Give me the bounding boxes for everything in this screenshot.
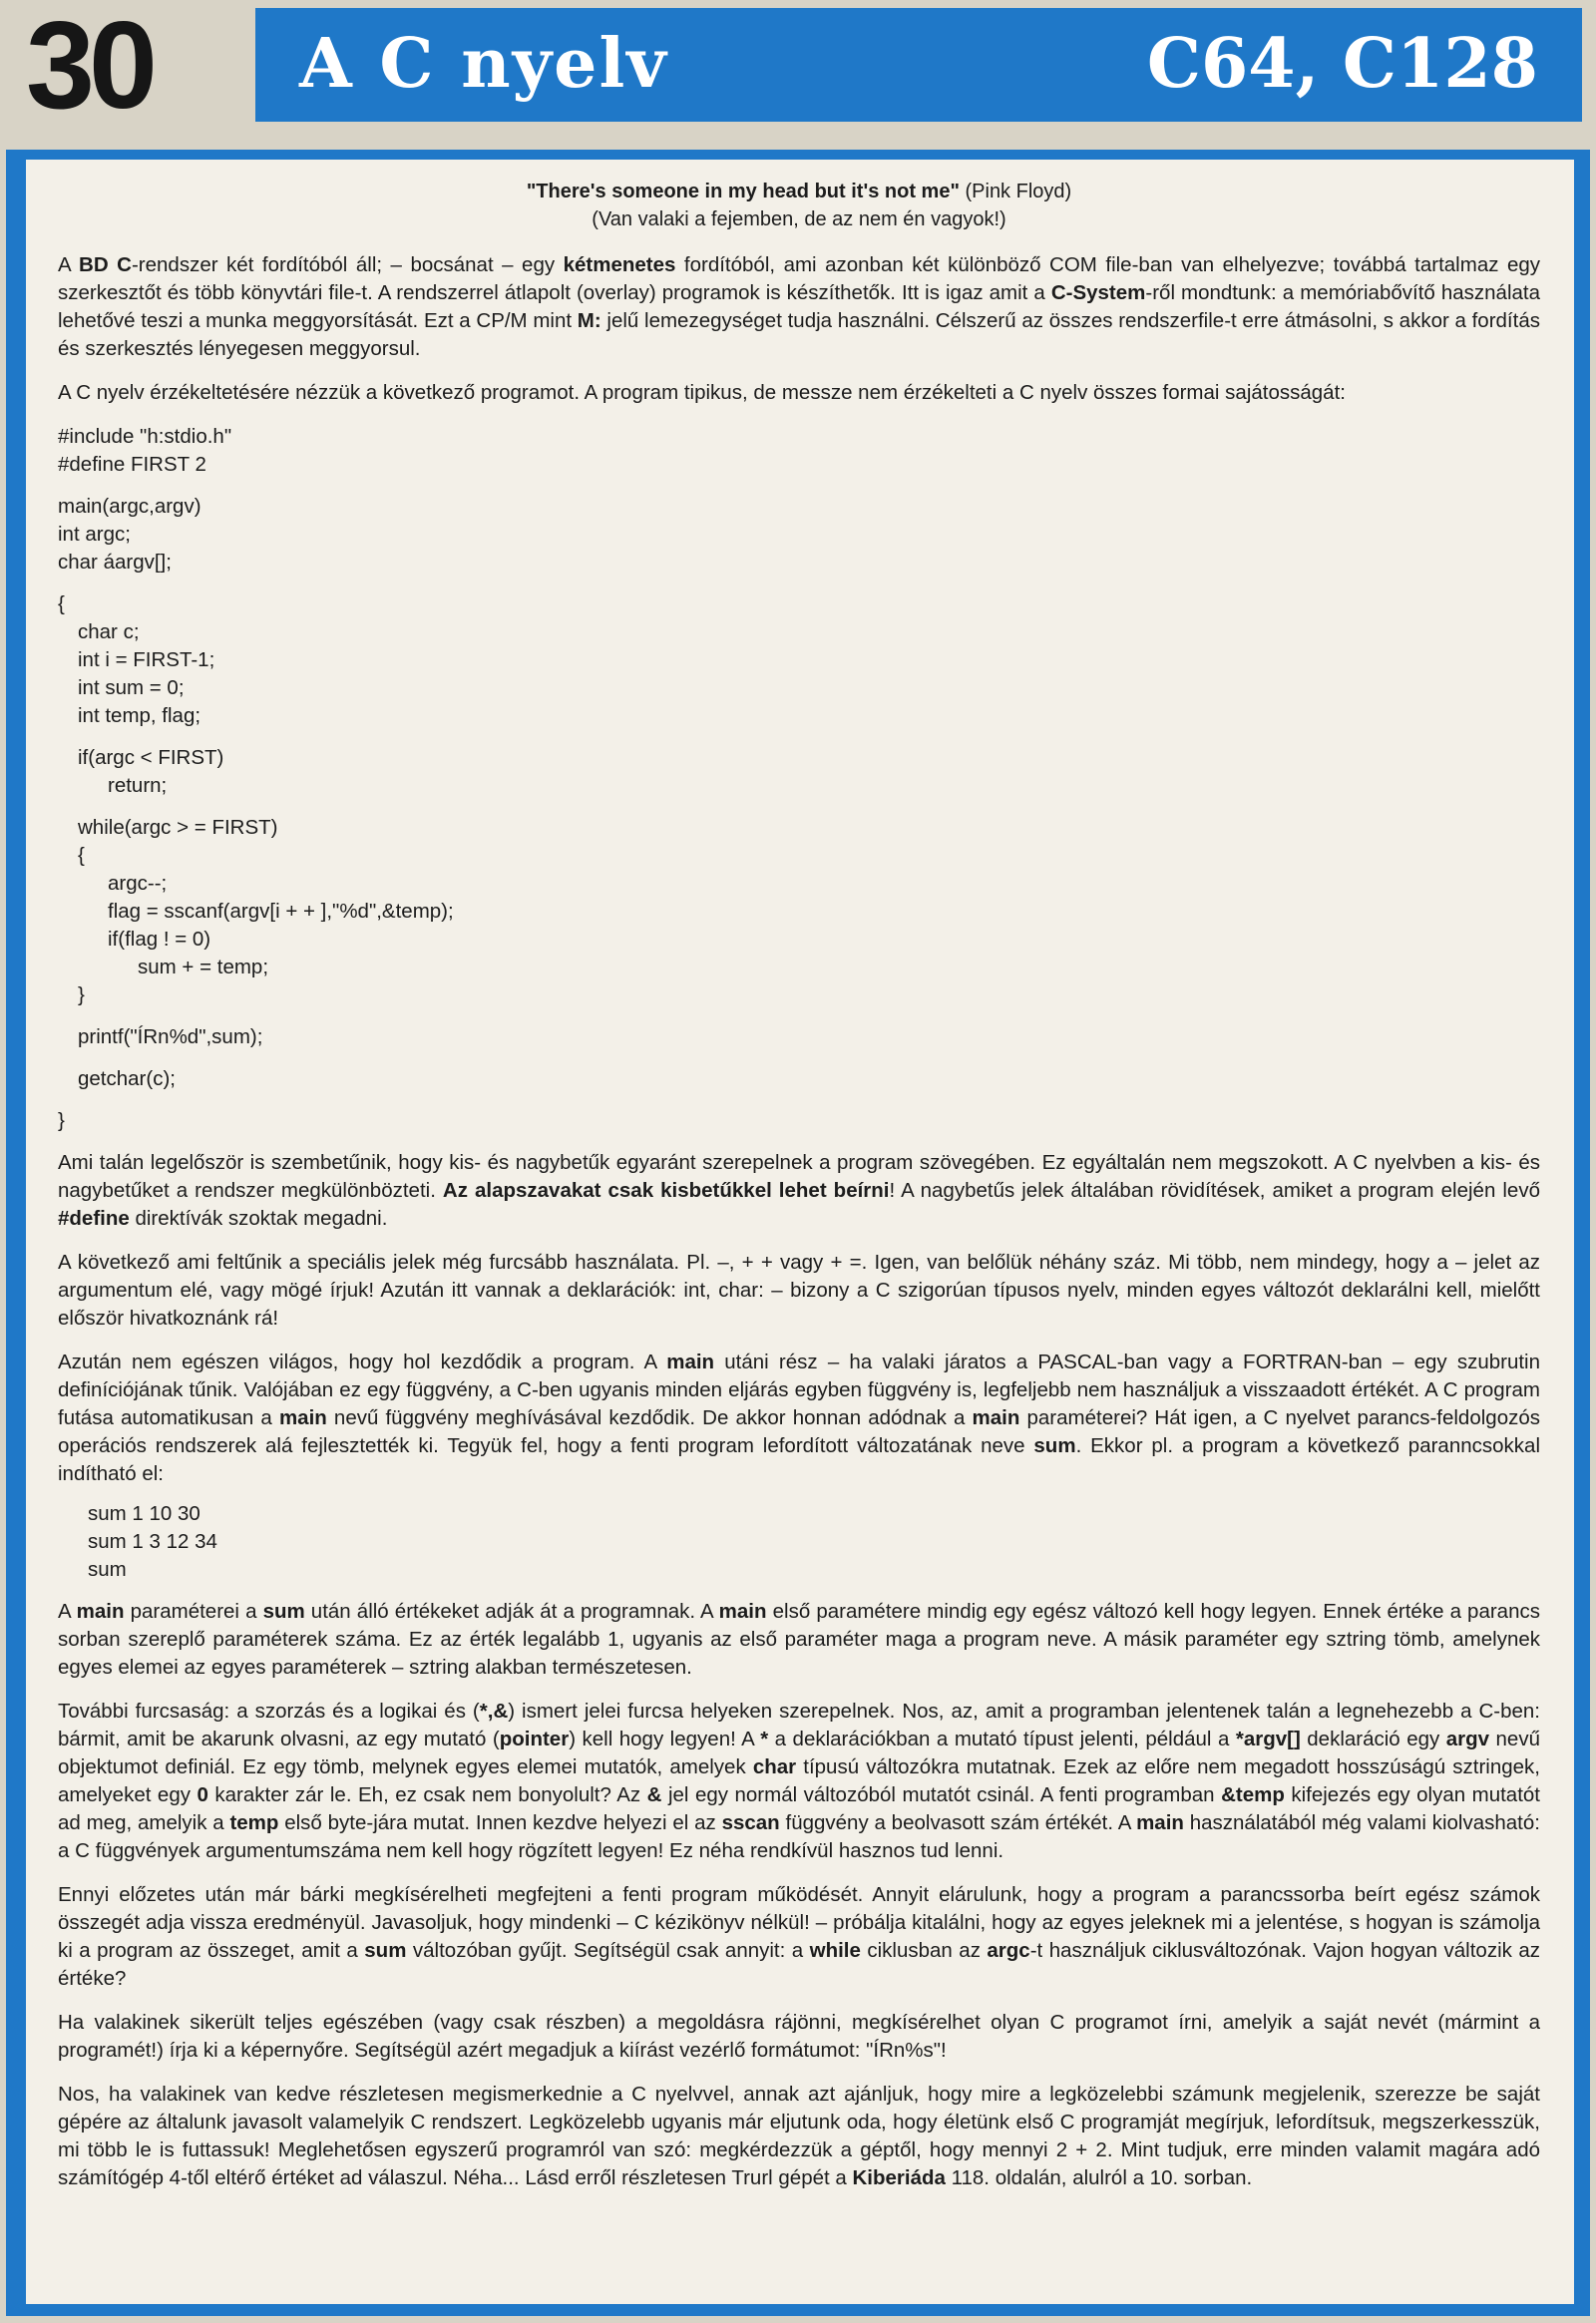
command-line: sum [88,1558,127,1581]
epigraph-attribution: (Pink Floyd) [959,181,1072,202]
epigraph [58,178,1540,233]
paragraph-8: Ennyi előzetes után már bárki megkísérelheti megfejteni a fenti program működését. Annyit elárulunk, hogy a program a parancssorba beírt egész számok összegét adja vissza eredményül. Javasoljuk, hogy mindenki – C kézikönyv nélkül! – próbálja kitalálni, hogy az egyes jeleknek mi a jelentése, s hogyan is számolja ki a program az összeget, amit a sum változóban gyűjt. Segítségül csak annyit: a while ciklusban az argc-t használjuk ciklusváltozónak. Vajon hogyan változik az értéke? [58,1883,1540,1990]
article-frame [6,150,1590,2316]
code-line: return; [108,774,168,797]
code-line: if(argc < FIRST) [78,746,224,769]
code-line: argc--; [108,872,168,895]
platform-label: C64, C128 [1146,24,1538,104]
paragraph-intro-2: A C nyelv érzékeltetésére nézzük a következő programot. A program tipikus, de messze nem érzékelteti a C nyelv összes formai sajátosságát: [58,381,1346,404]
paragraph-6: A main paraméterei a sum után álló értékeket adják át a programnak. A main első paramétere mindig egy egész változó kell hogy legyen. Ennek értéke a parancs sorban szereplő paraméterek száma. Ez az érték legalább 1, ugyanis az első paraméter maga a program neve. A másik paraméter egy sztring tömb, amelynek egyes elemei az egyes paraméterek – sztring alakban természetesen. [58,1600,1540,1679]
code-line: #define FIRST 2 [58,453,206,476]
code-line: int argc; [58,523,131,546]
code-line: { [78,844,85,867]
code-line: int sum = 0; [78,676,185,699]
article-body [26,160,1574,2304]
paragraph-5: Azután nem egészen világos, hogy hol kezdődik a program. A main utáni rész – ha valaki járatos a PASCAL-ban vagy a FORTRAN-ban – egy szubrutin definíciójának tűnik. Valójában ez egy függvény, a C-ben ugyanis minden eljárás egyben függvény is, legfeljebb nem használjuk a visszaadott értékét. A C program futása automatikusan a main nevű függvény meghívásával kezdődik. De akkor honnan adódnak a main paraméterei? Hát igen, a C nyelvet parancs-feldolgozós operációs rendszerek alá fejlesztették ki. Tegyük fel, hogy a fenti program lefordított változatának neve sum. Ekkor pl. a program a következő paranncsokkal indítható el: [58,1351,1540,1485]
code-line: int i = FIRST-1; [78,648,215,671]
paragraph-9: Ha valakinek sikerült teljes egészében (vagy csak részben) a megoldásra rájönni, megkísérelhet olyan C programot írni, amelyik a saját nevét (mármint a programét!) írja ki a képernyőre. Segítségül azért megadjuk a kiírást vezérlő formátumot: "ÍRn%s"! [58,2011,1540,2062]
code-line: char c; [78,620,140,643]
code-line: while(argc > = FIRST) [78,816,278,839]
paragraph-4: A következő ami feltűnik a speciális jelek még furcsább használata. Pl. –, + + vagy + =. Igen, van belőlük néhány száz. Mi több, nem mindegy, hogy a – jelet az argumentum elé, vagy mögé írjuk! Azután itt vannak a deklarációk: int, char: – bizony a C szigorúan típusos nyelv, minden egyes változót deklarálni kell, mielőtt először hivatkoznánk rá! [58,1251,1540,1330]
paragraph-3: Ami talán legelőször is szembetűnik, hogy kis- és nagybetűk egyaránt szerepelnek a program szövegében. Ez egyáltalán nem megszokott. A C nyelvben a kis- és nagybetűket a rendszer megkülönbözteti. Az alapszavakat csak kisbetűkkel lehet beírni! A nagybetűs jelek általában rövidítések, amiket a program elején levő #define direktívák szoktak megadni. [58,1151,1540,1230]
code-line: sum + = temp; [138,956,269,978]
code-line: printf("ÍRn%d",sum); [78,1025,263,1048]
command-line: sum 1 10 30 [88,1502,200,1525]
code-line: if(flag ! = 0) [108,928,211,951]
code-line: char áargv[]; [58,551,172,574]
code-listing [58,423,1540,1149]
code-line: { [58,592,65,615]
page-number: 30 [26,0,152,135]
code-line: flag = sscanf(argv[i + + ],"%d",&temp); [108,900,454,923]
code-line: } [78,983,85,1006]
command-examples [58,1500,1540,1584]
code-line: int temp, flag; [78,704,201,727]
paragraph-intro-1: A BD C-rendszer két fordítóból áll; – bocsánat – egy kétmenetes fordítóból, ami azonban két különböző COM file-ban van elhelyezve; továbbá tartalmaz egy szerkesztőt és több könyvtári file-t. A rendszerrel átlapolt (overlay) programok is készíthetők. Itt is igaz amit a C-System-ről mondtunk: a memóriabővítő használata lehetővé teszi a munka meggyorsítását. Ezt a CP/M mint M: jelű lemezegységet tudja használni. Célszerű az összes rendszerfile-t erre átmásolni, s akkor a fordítás és szerkesztés lényegesen meggyorsul. [58,253,1541,360]
epigraph-quote: "There's someone in my head but it's not me" [526,181,960,202]
code-line: #include "h:stdio.h" [58,425,232,448]
code-line: } [58,1109,65,1132]
paragraph-10: Nos, ha valakinek van kedve részletesen megismerkednie a C nyelvvel, annak azt ajánljuk, hogy mire a legközelebbi számunk megjelenik, szerezze be saját gépére az általunk javasolt valamelyik C rendszert. Legközelebb ugyanis már eljutunk oda, hogy életünk első C programját megírjuk, lefordítsuk, megszerkesszük, mi több le is futtassuk! Meglehetősen egyszerű programról van szó: megkérdezzük a géptől, hogy mennyi 2 + 2. Mint tudjuk, erre minden valamit magára adó számítógép 4-től eltérő értéket ad válaszul. Néha... Lásd erről részletesen Trurl gépét a Kiberiáda 118. oldalán, alulról a 10. sorban. [58,2083,1540,2189]
command-line: sum 1 3 12 34 [88,1530,217,1553]
paragraph-7: További furcsaság: a szorzás és a logikai és (*,&) ismert jelei furcsa helyeken szerepelnek. Nos, az, amit a programban jelentenek talán a legnehezebb a C-ben: bármit, amit be akarunk olvasni, az egy mutató (pointer) kell hogy legyen! A * a deklarációkban a mutató típust jelenti, például a *argv[] deklaráció egy argv nevű objektumot definiál. Ez egy tömb, melynek egyes elemei mutatók, amelyek char típusú változókra mutatnak. Ezek az előre nem megadott hosszúságú sztringek, amelyeket egy 0 karakter zár le. Eh, ez csak nem bonyolult? Az & jel egy normál változóból mutatót csinál. A fenti programban &temp kifejezés egy olyan mutatót ad meg, amelyik a temp első byte-jára mutat. Innen kezdve helyezi el az sscan függvény a beolvasott szám értékét. A main használatából még valami kiolvasható: a C függvények argumentumszáma nem kell hogy rögzített legyen! Ez néha rendkívül hasznos tud lenni. [58,1700,1540,1862]
article-title: A C nyelv [299,24,668,104]
code-line: getchar(c); [78,1067,176,1090]
title-bar [255,8,1582,122]
epigraph-translation: (Van valaki a fejemben, de az nem én vagyok!) [592,208,1006,230]
code-line: main(argc,argv) [58,495,201,518]
